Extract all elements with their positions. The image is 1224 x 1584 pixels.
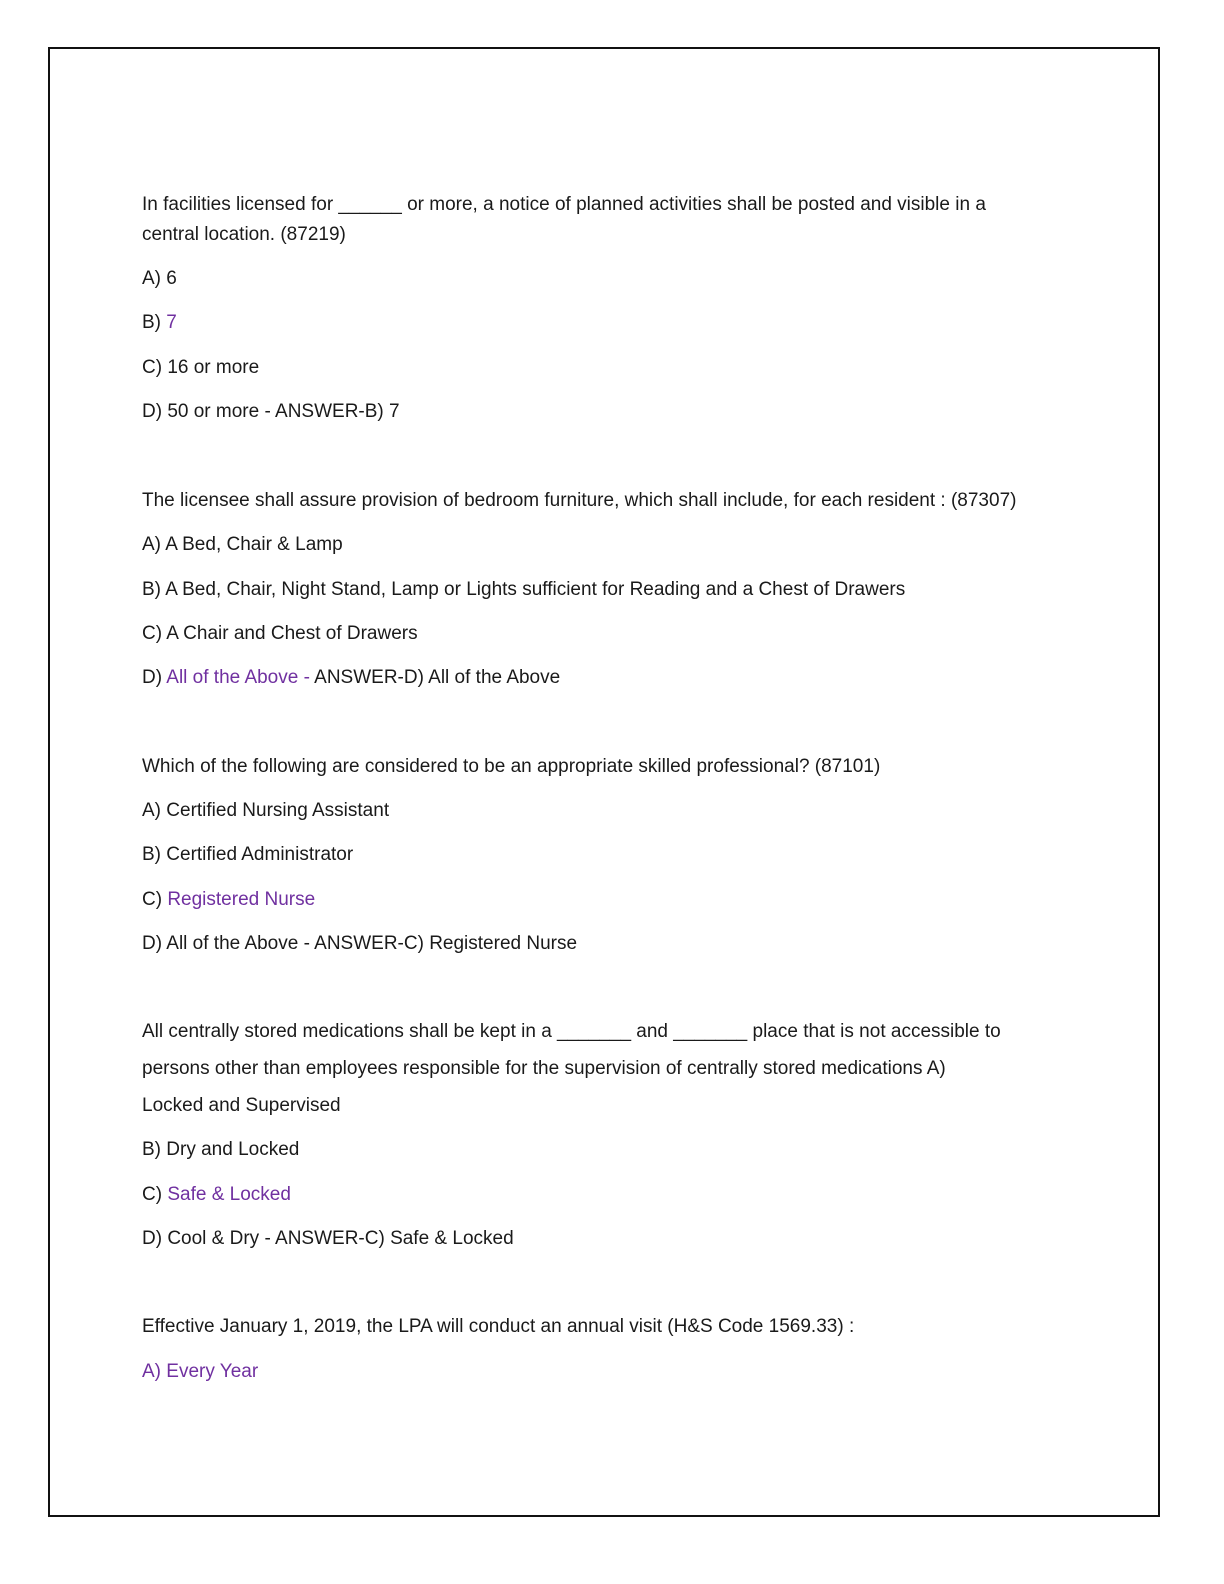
question-4-option-d: D) Cool & Dry - ANSWER-C) Safe & Locked (142, 1228, 514, 1249)
question-1-stem-line-1: In facilities licensed for ______ or more, a notice of planned activities shall be posted and visible in a (142, 194, 986, 215)
page-border (48, 47, 1160, 1517)
option-label: D) (142, 667, 167, 688)
question-3-stem-line-1: Which of the following are considered to be an appropriate skilled professional? (87101) (142, 756, 881, 777)
question-4-stem-line-1: All centrally stored medications shall be kept in a _______ and _______ place that is not accessible to (142, 1021, 1001, 1042)
correct-answer-highlight: Safe & Locked (167, 1184, 291, 1205)
question-4-option-c (142, 1183, 291, 1207)
question-4-option-b: B) Dry and Locked (142, 1139, 300, 1160)
question-2-option-d (142, 666, 560, 690)
question-2-stem-line-1: The licensee shall assure provision of bedroom furniture, which shall include, for each resident : (87307) (142, 490, 1017, 511)
question-5-stem-line-1: Effective January 1, 2019, the LPA will conduct an annual visit (H&S Code 1569.33) : (142, 1316, 855, 1337)
question-1-option-a: A) 6 (142, 268, 177, 289)
question-1-option-b (142, 311, 177, 335)
correct-answer-highlight: All of the Above - (166, 667, 315, 688)
correct-answer-highlight: 7 (166, 312, 177, 333)
question-4-stem-line-3: Locked and Supervised (142, 1095, 341, 1116)
question-3-option-c (142, 888, 315, 912)
option-label: C) (142, 1184, 168, 1205)
question-2-option-a: A) A Bed, Chair & Lamp (142, 534, 343, 555)
question-4-stem-line-2: persons other than employees responsible for the supervision of centrally stored medications A) (142, 1058, 946, 1079)
question-5-option-a: A) Every Year (142, 1361, 259, 1382)
question-1-option-c: C) 16 or more (142, 357, 260, 378)
question-3-option-a: A) Certified Nursing Assistant (142, 800, 390, 821)
correct-answer-highlight: Registered Nurse (167, 889, 316, 910)
question-2-option-b: B) A Bed, Chair, Night Stand, Lamp or Lights sufficient for Reading and a Chest of Drawers (142, 579, 906, 600)
question-3-option-b: B) Certified Administrator (142, 844, 354, 865)
question-1-stem-line-2: central location. (87219) (142, 224, 346, 245)
option-label: C) (142, 889, 168, 910)
option-label: B) (142, 312, 167, 333)
question-3-option-d: D) All of the Above - ANSWER-C) Registered Nurse (142, 933, 578, 954)
answer-key: ANSWER-D) All of the Above (314, 667, 561, 688)
question-1-option-d: D) 50 or more - ANSWER-B) 7 (142, 401, 400, 422)
question-2-option-c: C) A Chair and Chest of Drawers (142, 623, 418, 644)
